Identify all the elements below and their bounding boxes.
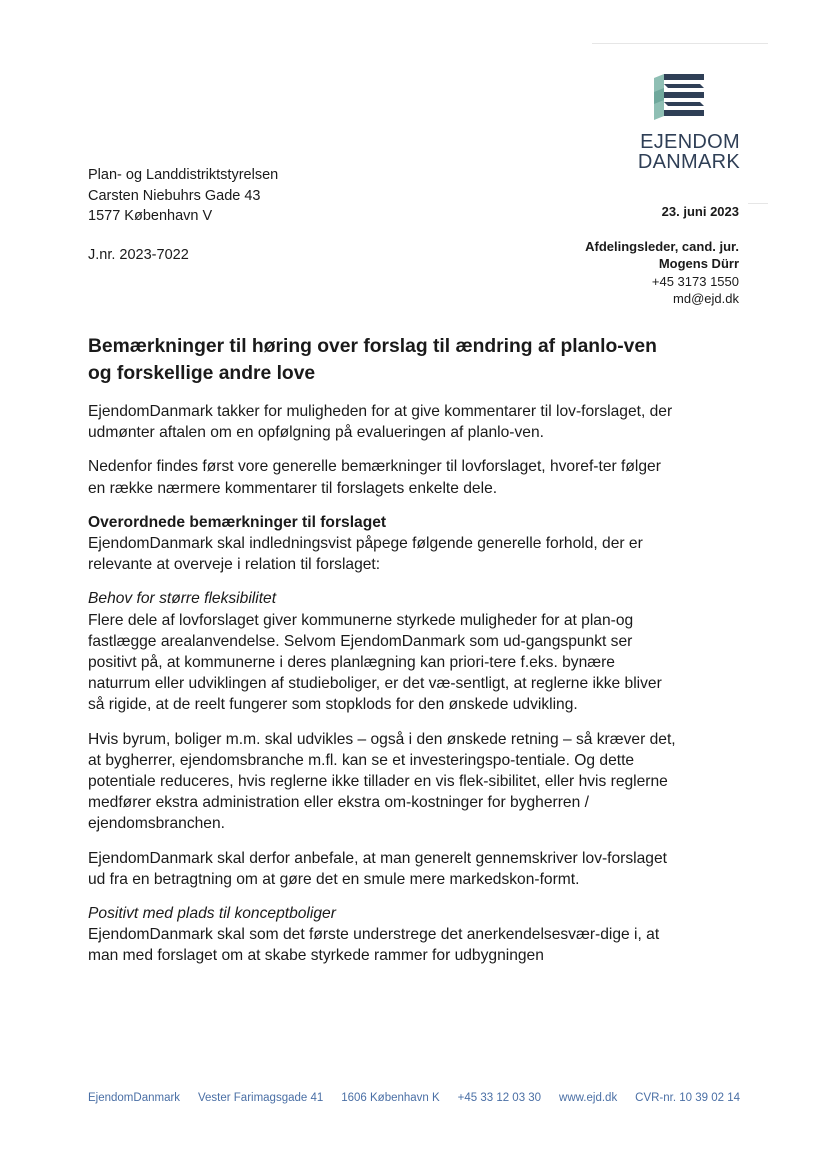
sender-name: Mogens Dürr [658,256,739,271]
date-rule [748,203,768,204]
letter-heading: Bemærkninger til høring over forslag til ændring af planlo-ven og forskellige andre love [88,336,657,384]
page-footer [88,1092,740,1104]
footer-org: EjendomDanmark [88,1092,181,1104]
logo-mark-icon [654,72,708,122]
paragraph-4: Flere dele af lovforslaget giver kommunerne styrkede muligheder for at plan-og fastlægge arealanvendelse. Selvom EjendomDanmark som ud-gangspunkt ser positivt på, at kommunerne i deres planlægning kan priori-tere f.eks. bynære naturrum eller udviklingen af studieboliger, er det væ-sentligt, at reglerne ikke bliver så rigide, at de reelt fungerer som stopklods for den ønskede udvikling. [88,611,662,714]
paragraph-3: EjendomDanmark skal indledningsvist påpege følgende generelle forhold, der er relevante at overveje i relation til forslaget: [88,535,643,574]
logo-line2: DANMARK [637,151,740,173]
logo-line1: EJENDOM [640,131,740,153]
recipient-name: Plan- og Landdistriktstyrelsen [88,167,279,183]
footer-web: www.ejd.dk [559,1092,618,1104]
top-rule [592,43,768,44]
subheading-overall: Overordnede bemærkninger til forslaget [88,513,387,531]
footer-street: Vester Farimagsgade 41 [197,1092,324,1104]
recipient-address [88,165,278,227]
sender-block [585,203,739,308]
logo-wordmark [638,132,740,172]
footer-city: 1606 København K [341,1092,440,1104]
letter-date: 23. juni 2023 [661,204,739,219]
journal-number: J.nr. 2023-7022 [88,247,189,263]
footer-phone: +45 33 12 03 30 [457,1092,542,1104]
letter-body [88,333,678,980]
subheading-flexibility: Behov for større fleksibilitet [88,590,277,608]
recipient-city: 1577 København V [88,208,213,224]
paragraph-5: Hvis byrum, boliger m.m. skal udvikles – også i den ønskede retning – så kræver det, at bygherrer, ejendomsbranche m.fl. kan se et investeringspo-tentiale. Og dette potentiale reduceres, hvis reglerne ikke tillader en vis flek-sibilitet, eller hvis reglerne medfører ekstra administration eller ekstra om-kostninger for bygherren / ejendomsbranchen. [88,730,676,833]
sender-phone: +45 3173 1550 [651,273,739,289]
footer-cvr: CVR-nr. 10 39 02 14 [635,1092,740,1104]
sender-title: Afdelingsleder, cand. jur. [585,238,739,254]
recipient-street: Carsten Niebuhrs Gade 43 [88,187,261,204]
paragraph-2: Nedenfor findes først vore generelle bemærkninger til lovforslaget, hvoref-ter følger en række nærmere kommentarer til forslagets enkelte dele. [88,458,661,497]
subheading-concept-housing: Positivt med plads til konceptboliger [88,905,336,923]
paragraph-7: EjendomDanmark skal som det første understrege det anerkendelsesvær-dige i, at man med forslaget om at skabe styrkede rammer for udbygningen [88,926,660,965]
paragraph-1: EjendomDanmark takker for muligheden for at give kommentarer til lov-forslaget, der udmønter aftalen om en opfølgning på evalueringen af planlo-ven. [88,403,673,442]
sender-email: md@ejd.dk [673,291,739,306]
paragraph-6: EjendomDanmark skal derfor anbefale, at man generelt gennemskriver lov-forslaget ud fra en betragtning om at gøre det en smule mere markedskon-formt. [88,849,667,888]
